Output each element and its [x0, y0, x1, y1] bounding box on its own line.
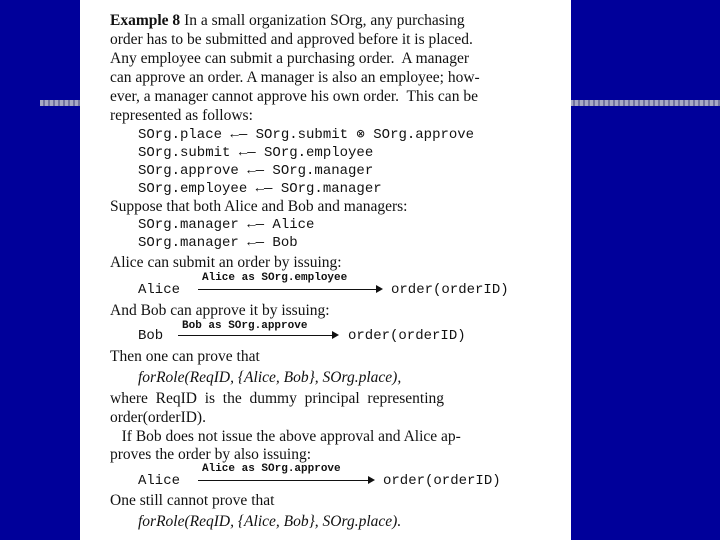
alice-approve-arrow — [198, 480, 368, 481]
if-line-2: proves the order by also issuing: — [110, 446, 312, 463]
alice-approve-from: Alice — [138, 473, 181, 489]
arrow-head-icon — [368, 476, 375, 484]
then-text: Then one can prove that — [110, 348, 260, 365]
where-line-1: where ReqID is the dummy principal representing — [110, 390, 445, 407]
intro-line-6: represented as follows: — [110, 107, 253, 124]
bob-approve-to: order(orderID) — [348, 328, 466, 344]
intro-line-1: Example 8 In a small organization SOrg, any purchasing — [110, 12, 465, 29]
arrow-head-icon — [332, 331, 339, 339]
rule-approve: SOrg.approve ←— SOrg.manager — [138, 163, 374, 179]
alice-submit-text: Alice can submit an order by issuing: — [110, 254, 342, 271]
intro-line-3: Any employee can submit a purchasing order. A manager — [110, 50, 469, 67]
bob-approve-from: Bob — [138, 328, 164, 344]
for-role-statement-2: forRole(ReqID, {Alice, Bob}, SOrg.place). — [138, 513, 402, 530]
where-line-2: order(orderID). — [110, 409, 206, 426]
intro-line-4: can approve an order. A manager is also an employee; how- — [110, 69, 480, 86]
for-role-statement-1: forRole(ReqID, {Alice, Bob}, SOrg.place), — [138, 369, 402, 386]
bob-approve-text: And Bob can approve it by issuing: — [110, 302, 330, 319]
rule-place: SOrg.place ←— SOrg.submit ⊗ SOrg.approve — [138, 127, 475, 143]
manager-bob: SOrg.manager ←— Bob — [138, 235, 298, 251]
example-label: Example 8 — [110, 12, 181, 29]
bob-approve-arrow — [178, 335, 332, 336]
alice-submit-arrow-label: Alice as SOrg.employee — [202, 272, 348, 284]
if-line-1: If Bob does not issue the above approval and Alice ap- — [110, 428, 461, 445]
still-text: One still cannot prove that — [110, 492, 275, 509]
paper-excerpt — [80, 0, 571, 540]
alice-submit-from: Alice — [138, 282, 181, 298]
alice-approve-to: order(orderID) — [383, 473, 501, 489]
suppose-line: Suppose that both Alice and Bob and managers: — [110, 198, 408, 215]
intro-line-2: order has to be submitted and approved before it is placed. — [110, 31, 473, 48]
arrow-head-icon — [376, 285, 383, 293]
intro-line-5: ever, a manager cannot approve his own order. This can be — [110, 88, 478, 105]
alice-submit-arrow — [198, 289, 376, 290]
rule-submit: SOrg.submit ←— SOrg.employee — [138, 145, 374, 161]
alice-submit-to: order(orderID) — [391, 282, 509, 298]
rule-employee: SOrg.employee ←— SOrg.manager — [138, 181, 382, 197]
bob-approve-arrow-label: Bob as SOrg.approve — [182, 320, 308, 332]
alice-approve-arrow-label: Alice as SOrg.approve — [202, 463, 341, 475]
manager-alice: SOrg.manager ←— Alice — [138, 217, 315, 233]
